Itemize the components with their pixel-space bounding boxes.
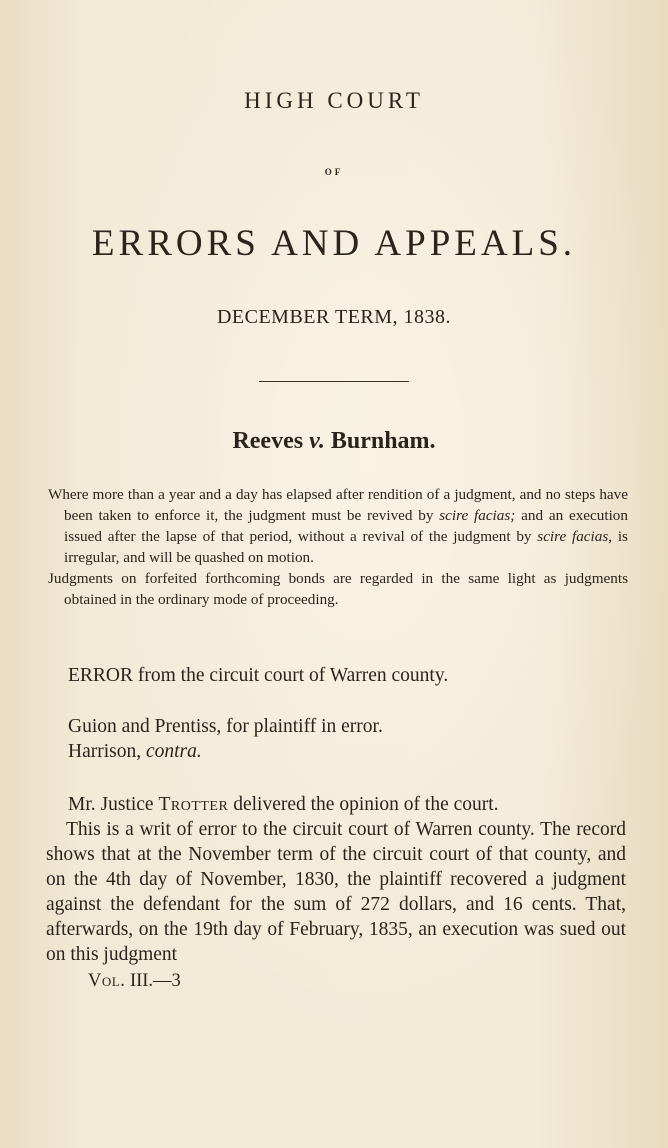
- headnote-2: Judgments on forfeited forthcoming bonds are regarded in the same light as judgments obtained in the ordinary mode of proceeding.: [48, 570, 628, 608]
- headnote-1-italic-a: scire facias;: [439, 507, 516, 524]
- counsel-defendant-role: contra.: [145, 741, 202, 762]
- volume-footer: [88, 971, 181, 992]
- opinion-justice: Trotter: [158, 794, 229, 815]
- counsel-plaintiff: Guion and Prentiss, for plaintiff in error.: [68, 716, 383, 737]
- volume-label: Vol.: [88, 971, 126, 991]
- case-title: [0, 428, 668, 455]
- court-title-line3: ERRORS AND APPEALS.: [91, 223, 577, 264]
- opinion: [46, 792, 626, 967]
- headnote-1-italic-b: scire facias: [537, 528, 609, 545]
- counsel-defendant: [68, 739, 202, 764]
- headnote-1-part-c: , is irregular, and will be quashed on motion.: [64, 528, 628, 566]
- counsel-defendant-name: Harrison,: [68, 741, 146, 762]
- opinion-intro-a: Mr. Justice: [68, 794, 159, 815]
- court-title-line1: HIGH COURT: [244, 88, 424, 113]
- headnote-1-part-b: and an execution issued after the lapse of that period, without a revival of the judgment by: [64, 507, 628, 545]
- headnote-1-part-a: Where more than a year and a day has elapsed after rendition of a judgment, and no steps have been taken to enforce it, the judgment must be revived by: [48, 486, 628, 524]
- case-versus: v.: [309, 428, 325, 454]
- case-defendant: Burnham.: [330, 428, 436, 454]
- error-line: ERROR from the circuit court of Warren county.: [68, 665, 449, 686]
- term-heading: DECEMBER TERM, 1838.: [216, 306, 452, 328]
- headnotes: [48, 484, 628, 610]
- opinion-text: This is a writ of error to the circuit court of Warren county. The record shows that at the November term of the circuit court of that county, and on the 4th day of November, 1830, the plaintiff recovered a judgment against the defendant for the sum of 272 dollars, and 16 cents. That, afterwards, on the 19th day of February, 1835, an execution was sued out on this judgment: [46, 819, 626, 965]
- opinion-intro: [46, 792, 626, 817]
- divider-rule: [259, 381, 409, 382]
- case-plaintiff: Reeves: [232, 428, 304, 454]
- opinion-intro-b: delivered the opinion of the court.: [228, 794, 499, 815]
- headnote-1: [48, 484, 628, 568]
- volume-ref: III.—3: [125, 971, 181, 991]
- court-title-line2: OF: [324, 167, 344, 177]
